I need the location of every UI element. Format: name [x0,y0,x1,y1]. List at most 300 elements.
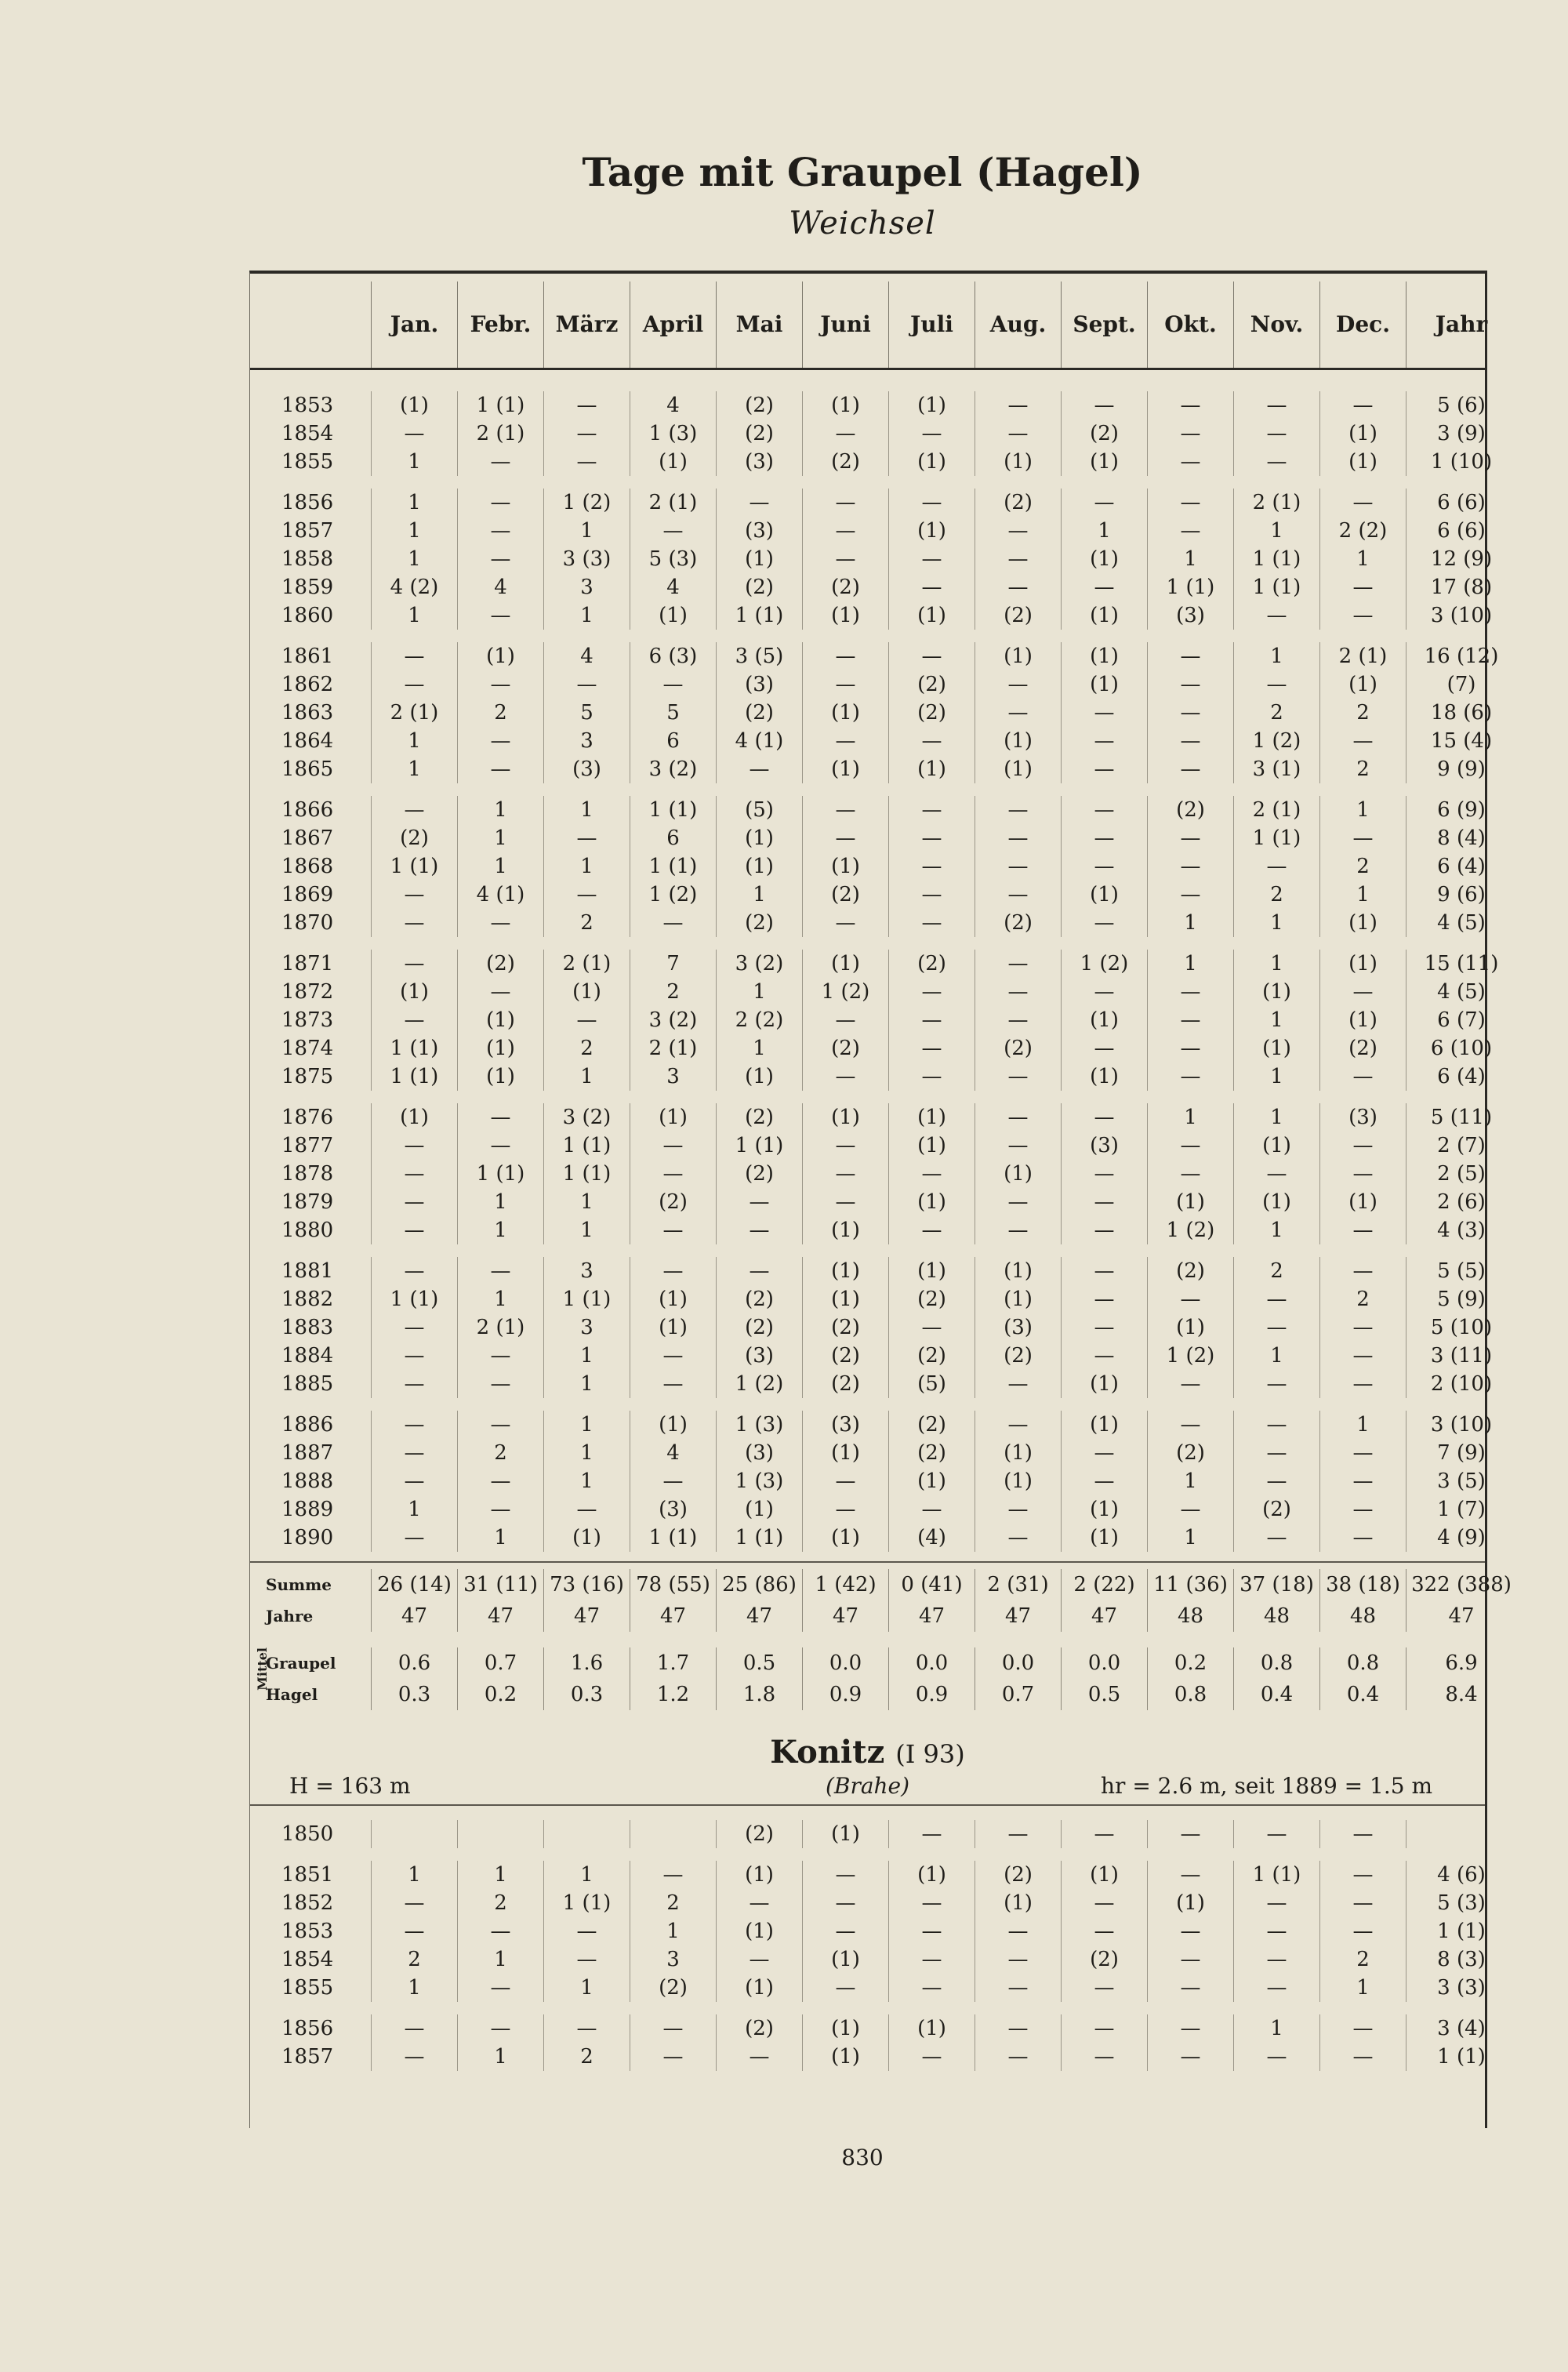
value-cell: — [1234,1945,1320,1974]
value-cell: — [1148,727,1234,755]
value-cell: — [372,1439,458,1467]
value-cell: — [630,517,717,545]
value-cell: (1) [803,2014,889,2043]
value-cell: — [458,1370,544,1398]
value-cell: — [1062,1342,1148,1370]
summary-value: 1.8 [717,1679,803,1710]
summary-value: 47 [544,1600,630,1632]
value-cell: (1) [975,642,1062,670]
value-cell: 4 [544,642,630,670]
value-cell: — [1320,824,1406,852]
value-cell: 1 [544,1439,630,1467]
value-cell: 1 [458,1188,544,1216]
value-cell: — [1062,2014,1148,2043]
konitz-code: (I 93) [895,1739,965,1769]
year-cell: 1851 [250,1861,372,1889]
value-cell: — [975,852,1062,881]
value-cell: 1 [1148,1467,1234,1495]
value-cell: — [889,2043,975,2071]
value-cell: 2 [1234,699,1320,727]
value-cell: 2 (5) [1437,1162,1486,1186]
value-cell: (3) [717,1342,803,1370]
summary-value: 73 (16) [544,1569,630,1600]
table-row [250,1188,1485,1216]
year-cell: 1887 [250,1439,372,1467]
value-cell: 1 [372,1974,458,2002]
value-cell: — [1062,1160,1148,1188]
value-cell: — [803,909,889,937]
value-cell: — [1234,391,1320,420]
year-cell: 1889 [250,1495,372,1524]
value-cell: 1 (1) [372,1062,458,1091]
value-cell: 3 (10) [1430,1413,1493,1437]
value-cell: (1) [458,1062,544,1091]
summary-value: 25 (86) [717,1569,803,1600]
value-cell: — [889,1495,975,1524]
value-cell: — [372,1342,458,1370]
value-cell: (1) [803,1103,889,1132]
page-number: 830 [841,2145,884,2170]
value-cell: (2) [717,1160,803,1188]
value-cell: (1) [1234,1034,1320,1062]
value-cell: 1 (1) [717,601,803,630]
value-cell: 2 (1) [458,1313,544,1342]
value-cell: (3) [803,1411,889,1439]
value-cell: — [1148,1132,1234,1160]
value-cell: — [1062,727,1148,755]
value-cell: 1 (1) [1234,824,1320,852]
value-cell: 1 [1148,909,1234,937]
table-row [250,950,1499,978]
value-cell: — [1062,1034,1148,1062]
summary-value: 0.6 [372,1647,458,1679]
value-cell: 6 [630,727,717,755]
value-cell: (2) [717,391,803,420]
value-cell: — [1148,1974,1234,2002]
summary-value: 47 [975,1600,1062,1632]
value-cell: (1) [803,950,889,978]
value-cell: (1) [630,1285,717,1313]
page-subtitle: Weichsel [789,205,936,242]
value-cell: — [458,448,544,476]
value-cell: (1) [889,1257,975,1285]
value-cell: — [1148,642,1234,670]
table-row [250,545,1493,573]
value-cell: (1) [458,1034,544,1062]
summary-value: 47 [458,1600,544,1632]
summary-value: 11 (36) [1148,1569,1234,1600]
value-cell: 1 (2) [803,978,889,1006]
table-row [250,517,1485,545]
summary-value: 0.0 [1062,1647,1148,1679]
value-cell: — [1148,1495,1234,1524]
value-cell: — [1320,2014,1406,2043]
value-cell: — [1148,2043,1234,2071]
konitz-row [250,1917,1485,1945]
summary-value: 0.8 [1148,1679,1234,1710]
summary-value: 47 [1062,1600,1148,1632]
value-cell: 2 [372,1945,458,1974]
summary-value: 47 [717,1600,803,1632]
konitz-row [250,1974,1485,2002]
konitz-name: Konitz [770,1734,896,1771]
table-row [250,1160,1485,1188]
value-cell: — [717,1889,803,1917]
summary-value: 38 (18) [1320,1569,1406,1600]
column-header: Mai [717,282,803,368]
year-cell: 1865 [250,755,372,783]
value-cell: 1 [372,448,458,476]
value-cell: (2) [717,1285,803,1313]
value-cell: — [803,489,889,517]
value-cell: — [372,1370,458,1398]
value-cell: 1 [1320,1974,1406,2002]
value-cell: — [372,909,458,937]
table-row [250,796,1485,824]
konitz-row [250,1889,1485,1917]
value-cell: — [803,727,889,755]
value-cell: 2 (1) [630,1034,717,1062]
value-cell: (2) [889,1439,975,1467]
value-cell: (1) [1234,1188,1320,1216]
value-cell: — [1148,1861,1234,1889]
value-cell: (1) [889,448,975,476]
year-cell: 1876 [250,1103,372,1132]
value-cell: 5 (6) [1437,394,1486,417]
value-cell: (1) [458,642,544,670]
table-row [250,1285,1485,1313]
value-cell: (2) [889,1411,975,1439]
year-cell: 1868 [250,852,372,881]
value-cell: (1) [717,1974,803,2002]
value-cell: 1 (1) [372,852,458,881]
value-cell: (2) [803,1034,889,1062]
value-cell: 2 [544,909,630,937]
value-cell: 1 (2) [1234,727,1320,755]
year-cell: 1856 [250,489,372,517]
table-row [250,1370,1493,1398]
year-cell: 1881 [250,1257,372,1285]
summary-value: 0.3 [372,1679,458,1710]
value-cell: 1 [1320,1411,1406,1439]
value-cell: — [975,573,1062,601]
value-cell: 1 [1234,2014,1320,2043]
value-cell: — [630,1861,717,1889]
value-cell: — [803,517,889,545]
value-cell: (2) [889,1342,975,1370]
value-cell: 3 (3) [1437,1976,1486,2000]
value-cell: (1) [717,545,803,573]
value-cell: — [1234,1974,1320,2002]
value-cell: — [1148,1034,1234,1062]
konitz-row [250,1945,1485,1974]
value-cell: — [1062,391,1148,420]
value-cell: 2 (6) [1437,1190,1486,1214]
value-cell: — [975,1103,1062,1132]
value-cell: — [889,909,975,937]
value-cell: — [544,391,630,420]
value-cell: (1) [889,601,975,630]
value-cell: (2) [889,1285,975,1313]
value-cell [630,1820,717,1848]
summary-value: 31 (11) [458,1569,544,1600]
value-cell: (2) [803,881,889,909]
value-cell: 12 (9) [1430,547,1493,571]
value-cell: (1) [975,1285,1062,1313]
table-row [250,1034,1493,1062]
value-cell: — [458,489,544,517]
summary-value: 0.4 [1234,1679,1320,1710]
summary-value: 6.9 [1445,1651,1478,1675]
value-cell: (1) [1062,448,1148,476]
value-cell: — [372,1257,458,1285]
value-cell: — [889,1062,975,1091]
value-cell: 1 [544,1216,630,1244]
summary-value: 47 [1448,1604,1475,1628]
value-cell: (1) [1148,1188,1234,1216]
value-cell: — [803,1917,889,1945]
value-cell: — [372,1467,458,1495]
value-cell: 1 [1234,1062,1320,1091]
value-cell: (2) [1148,1257,1234,1285]
value-cell: — [1234,420,1320,448]
value-cell: — [1062,1467,1148,1495]
summary-value: 0.0 [889,1647,975,1679]
value-cell: (2) [889,699,975,727]
summary-value: 0.4 [1320,1679,1406,1710]
value-cell: (1) [803,2043,889,2071]
table-row [250,755,1485,783]
column-header: März [544,282,630,368]
value-cell: 1 (1) [1234,1861,1320,1889]
value-cell: 3 (5) [717,642,803,670]
value-cell: — [1320,2043,1406,2071]
value-cell: 3 [544,573,630,601]
value-cell: 1 (1) [544,1132,630,1160]
value-cell: — [889,420,975,448]
value-cell: — [889,881,975,909]
value-cell: (1) [803,852,889,881]
value-cell: (1) [889,391,975,420]
summary-value: 48 [1148,1600,1234,1632]
summary-separator [250,1561,1485,1563]
value-cell: 1 [458,824,544,852]
value-cell: — [1320,1160,1406,1188]
value-cell: — [803,1467,889,1495]
value-cell: 6 (9) [1437,798,1486,822]
value-cell: 9 (9) [1437,757,1486,781]
value-cell: 1 (1) [544,1889,630,1917]
value-cell: 1 (1) [630,796,717,824]
value-cell: 3 [544,1257,630,1285]
value-cell: — [975,699,1062,727]
value-cell: — [544,420,630,448]
value-cell: 2 [1320,755,1406,783]
summary-value: 47 [803,1600,889,1632]
value-cell: (2) [975,1861,1062,1889]
table-row [250,909,1485,937]
value-cell: (2) [630,1188,717,1216]
year-cell: 1855 [250,1974,372,2002]
value-cell: 6 (7) [1437,1008,1486,1032]
value-cell: — [803,1889,889,1917]
value-cell: 1 (10) [1430,450,1493,474]
value-cell: 16 (12) [1424,645,1499,668]
value-cell: — [889,1313,975,1342]
value-cell: (3) [975,1313,1062,1342]
year-cell: 1857 [250,2043,372,2071]
value-cell: 1 [1234,1216,1320,1244]
value-cell: — [1148,489,1234,517]
value-cell: — [544,448,630,476]
table-row [250,1132,1485,1160]
value-cell: (1) [1320,909,1406,937]
value-cell: — [889,1034,975,1062]
value-cell: — [544,881,630,909]
value-cell: 1 [1148,1524,1234,1552]
value-cell: — [1234,1285,1320,1313]
summary-value: 322 (388) [1411,1573,1512,1596]
summary-value: 0.2 [1148,1647,1234,1679]
value-cell: 1 (1) [1234,545,1320,573]
value-cell: — [458,670,544,699]
value-cell: 1 [717,978,803,1006]
hagel-row [250,1679,1485,1710]
value-cell: (1) [1062,1495,1148,1524]
value-cell: — [1234,1467,1320,1495]
value-cell: — [889,824,975,852]
value-cell: — [372,796,458,824]
value-cell: — [544,824,630,852]
value-cell: (2) [975,601,1062,630]
value-cell: — [372,670,458,699]
value-cell: — [630,909,717,937]
value-cell: (2) [717,420,803,448]
value-cell: 6 (3) [630,642,717,670]
value-cell: — [803,824,889,852]
value-cell: — [803,420,889,448]
table-row [250,670,1485,699]
value-cell: 2 [1234,881,1320,909]
table-row [250,420,1485,448]
value-cell: — [1062,1313,1148,1342]
value-cell: 1 [1148,950,1234,978]
value-cell: 2 [1320,852,1406,881]
value-cell [1406,1820,1516,1848]
value-cell: 2 [458,1889,544,1917]
value-cell: — [458,1257,544,1285]
value-cell: 8 (3) [1437,1948,1486,1971]
value-cell: 2 [544,1034,630,1062]
value-cell: 1 (7) [1437,1498,1486,1521]
value-cell: (1) [1320,420,1406,448]
value-cell: — [1062,852,1148,881]
year-cell: 1883 [250,1313,372,1342]
value-cell: 5 (3) [1437,1891,1486,1915]
year-cell: 1853 [250,391,372,420]
summary-value: 47 [630,1600,717,1632]
year-cell: 1886 [250,1411,372,1439]
value-cell: — [1320,1820,1406,1848]
value-cell: 1 (1) [1148,573,1234,601]
value-cell: — [1234,1820,1320,1848]
value-cell: (1) [889,2014,975,2043]
value-cell: — [1234,1313,1320,1342]
value-cell: (3) [717,448,803,476]
value-cell: — [975,1006,1062,1034]
value-cell: (1) [1320,448,1406,476]
value-cell: 1 [458,2043,544,2071]
value-cell: (2) [1234,1495,1320,1524]
value-cell: — [803,642,889,670]
value-cell: — [975,391,1062,420]
year-cell: 1855 [250,448,372,476]
value-cell: (3) [717,670,803,699]
value-cell: (1) [1320,950,1406,978]
value-cell: — [458,545,544,573]
value-cell: — [372,881,458,909]
value-cell: (2) [803,448,889,476]
value-cell: (2) [803,573,889,601]
value-cell: — [803,1495,889,1524]
value-cell: — [1234,1439,1320,1467]
value-cell: (1) [630,448,717,476]
table-row [250,1257,1485,1285]
value-cell: (1) [544,1524,630,1552]
value-cell: — [1148,1370,1234,1398]
value-cell: — [544,1495,630,1524]
table-frame [249,271,1512,2128]
value-cell: 2 (1) [630,489,717,517]
value-cell: — [630,2043,717,2071]
value-cell: 2 [630,1889,717,1917]
value-cell: 17 (8) [1430,576,1493,599]
table-row [250,1216,1485,1244]
value-cell: — [630,1467,717,1495]
value-cell: 4 (2) [372,573,458,601]
value-cell: (1) [1062,1861,1148,1889]
year-cell: 1888 [250,1467,372,1495]
value-cell: — [975,2014,1062,2043]
value-cell: 4 (3) [1437,1219,1486,1242]
konitz-river: (Brahe) [825,1773,910,1799]
value-cell: — [372,1524,458,1552]
value-cell: — [1234,1917,1320,1945]
value-cell: — [1062,1216,1148,1244]
value-cell: — [372,2043,458,2071]
value-cell: — [803,1160,889,1188]
value-cell: — [1234,1160,1320,1188]
konitz-height: H = 163 m [289,1773,411,1799]
summary-value: 37 (18) [1234,1569,1320,1600]
value-cell: 1 (2) [630,881,717,909]
year-cell: 1862 [250,670,372,699]
value-cell: (1) [1062,1062,1148,1091]
value-cell: — [803,1062,889,1091]
value-cell: — [544,2014,630,2043]
value-cell: 1 (3) [717,1467,803,1495]
value-cell: 4 (1) [717,727,803,755]
value-cell: 1 [544,1342,630,1370]
table-row [250,1411,1493,1439]
value-cell: (1) [1320,1188,1406,1216]
value-cell: 1 [372,1495,458,1524]
table-row [250,1467,1485,1495]
column-header: Jan. [372,282,458,368]
value-cell: — [372,642,458,670]
mittel-label: Mittel [255,1647,270,1691]
year-cell: 1853 [250,1917,372,1945]
